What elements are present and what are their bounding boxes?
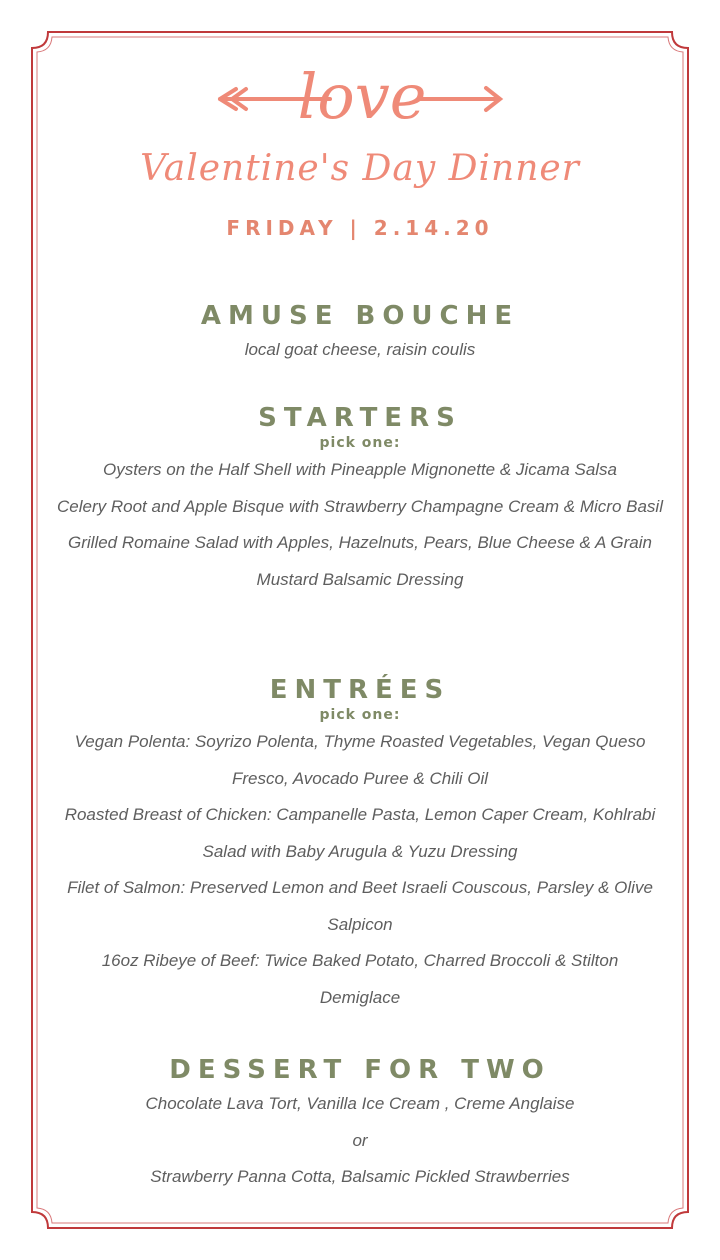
menu-item: Roasted Breast of Chicken: Campanelle Pasta, Lemon Caper Cream, Kohlrabi Salad with Baby Arugula & Yuzu Dressing <box>64 805 656 861</box>
menu-item: Grilled Romaine Salad with Apples, Hazelnuts, Pears, Blue Cheese & A Grain Mustard Balsamic Dressing <box>68 533 652 589</box>
menu-item: local goat cheese, raisin coulis <box>244 340 476 359</box>
menu-item: 16oz Ribeye of Beef: Twice Baked Potato, Charred Broccoli & Stilton Demiglace <box>101 951 619 1007</box>
menu-content <box>40 40 680 1220</box>
section-heading: STARTERS <box>258 403 462 433</box>
menu-title: Valentine's Day Dinner <box>140 148 580 189</box>
love-word: love <box>297 60 427 133</box>
love-arrow-logo <box>40 40 680 150</box>
pick-one-note: pick one: <box>319 707 401 723</box>
section-dessert <box>40 1054 680 1196</box>
section-heading: DESSERT FOR TWO <box>169 1055 551 1085</box>
pick-one-note: pick one: <box>319 435 401 451</box>
section-amuse-bouche <box>40 300 680 369</box>
menu-item: Celery Root and Apple Bisque with Strawberry Champagne Cream & Micro Basil <box>57 496 663 516</box>
menu-item: Vegan Polenta: Soyrizo Polenta, Thyme Roasted Vegetables, Vegan Queso Fresco, Avocado Puree & Chili Oil <box>74 732 646 788</box>
section-heading: AMUSE BOUCHE <box>200 301 520 331</box>
section-heading: ENTRÉES <box>269 675 451 705</box>
menu-item: Oysters on the Half Shell with Pineapple Mignonette & Jicama Salsa <box>102 460 618 479</box>
section-starters <box>40 402 680 598</box>
menu-item-or: or <box>352 1130 368 1150</box>
menu-item: Strawberry Panna Cotta, Balsamic Pickled Strawberries <box>150 1167 570 1186</box>
event-date: FRIDAY | 2.14.20 <box>226 216 494 240</box>
menu-item: Filet of Salmon: Preserved Lemon and Beet Israeli Couscous, Parsley & Olive Salpicon <box>67 878 653 934</box>
menu-item: Chocolate Lava Tort, Vanilla Ice Cream , Creme Anglaise <box>145 1094 575 1113</box>
section-entrees <box>40 674 680 1016</box>
